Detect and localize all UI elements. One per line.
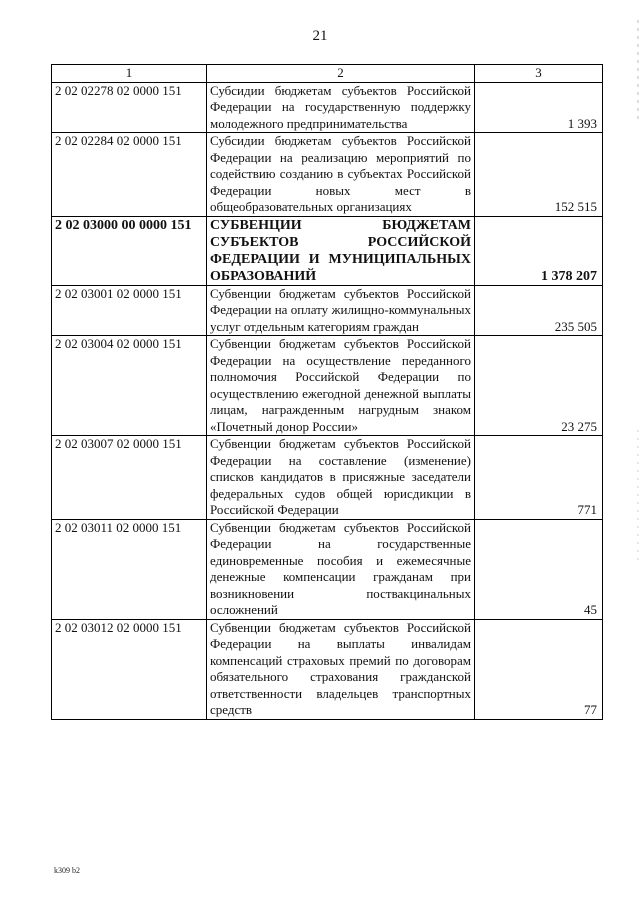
- row-description: Субвенции бюджетам субъектов Российской Федерации на оплату жилищно-коммунальных услуг отдельным категориям граждан: [207, 285, 475, 336]
- page-number: 21: [312, 28, 328, 44]
- row-amount: 1 393: [475, 82, 603, 133]
- row-amount: 771: [475, 436, 603, 520]
- row-code: 2 02 03012 02 0000 151: [52, 619, 207, 719]
- row-description: Субвенции бюджетам субъектов Российской Федерации на выплаты инвалидам компенсаций страховых премий по договорам обязательного страхования гражданской ответственности владельцев транспортных средств: [207, 619, 475, 719]
- row-description: Субвенции бюджетам субъектов Российской Федерации на составление (изменение) списков кандидатов в присяжные заседатели федеральных судов общей юрисдикции в Российской Федерации: [207, 436, 475, 520]
- table-row: [52, 519, 603, 619]
- row-description: Субсидии бюджетам субъектов Российской Федерации на реализацию мероприятий по содействию созданию в субъектах Российской Федерации новых мест в общеобразовательных организациях: [207, 133, 475, 217]
- row-amount: 23 275: [475, 336, 603, 436]
- column-header-1: 1: [52, 65, 207, 83]
- table-row: [52, 285, 603, 336]
- row-code: 2 02 03000 00 0000 151: [52, 216, 207, 285]
- row-code: 2 02 03011 02 0000 151: [52, 519, 207, 619]
- row-code: 2 02 02278 02 0000 151: [52, 82, 207, 133]
- row-amount: 45: [475, 519, 603, 619]
- row-description: Субвенции бюджетам субъектов Российской Федерации на осуществление переданного полномочия Российской Федерации по осуществлению ежегодной денежной выплаты лицам, награжденным нагрудным знаком «Почетный донор России»: [207, 336, 475, 436]
- row-description: СУБВЕНЦИИ БЮДЖЕТАМ СУБЪЕКТОВ РОССИЙСКОЙ ФЕДЕРАЦИИ И МУНИЦИПАЛЬНЫХ ОБРАЗОВАНИЙ: [207, 216, 475, 285]
- row-description: Субсидии бюджетам субъектов Российской Федерации на государственную поддержку молодежного предпринимательства: [207, 82, 475, 133]
- row-description: Субвенции бюджетам субъектов Российской Федерации на государственные единовременные пособия и ежемесячные денежные компенсации гражданам при возникновении поствакцинальных осложнений: [207, 519, 475, 619]
- footer-code: k309 b2: [54, 866, 80, 875]
- table-row: [52, 436, 603, 520]
- row-code: 2 02 03001 02 0000 151: [52, 285, 207, 336]
- scan-edge-marks: [634, 0, 640, 905]
- row-amount: 152 515: [475, 133, 603, 217]
- table-row: [52, 619, 603, 719]
- table-header-row: [52, 65, 603, 83]
- row-amount: 235 505: [475, 285, 603, 336]
- table-row: [52, 336, 603, 436]
- table-row: [52, 82, 603, 133]
- row-code: 2 02 03004 02 0000 151: [52, 336, 207, 436]
- budget-table: [51, 64, 603, 720]
- row-code: 2 02 02284 02 0000 151: [52, 133, 207, 217]
- table-row: [52, 133, 603, 217]
- column-header-3: 3: [475, 65, 603, 83]
- row-amount: 77: [475, 619, 603, 719]
- column-header-2: 2: [207, 65, 475, 83]
- row-amount: 1 378 207: [475, 216, 603, 285]
- row-code: 2 02 03007 02 0000 151: [52, 436, 207, 520]
- table-row: [52, 216, 603, 285]
